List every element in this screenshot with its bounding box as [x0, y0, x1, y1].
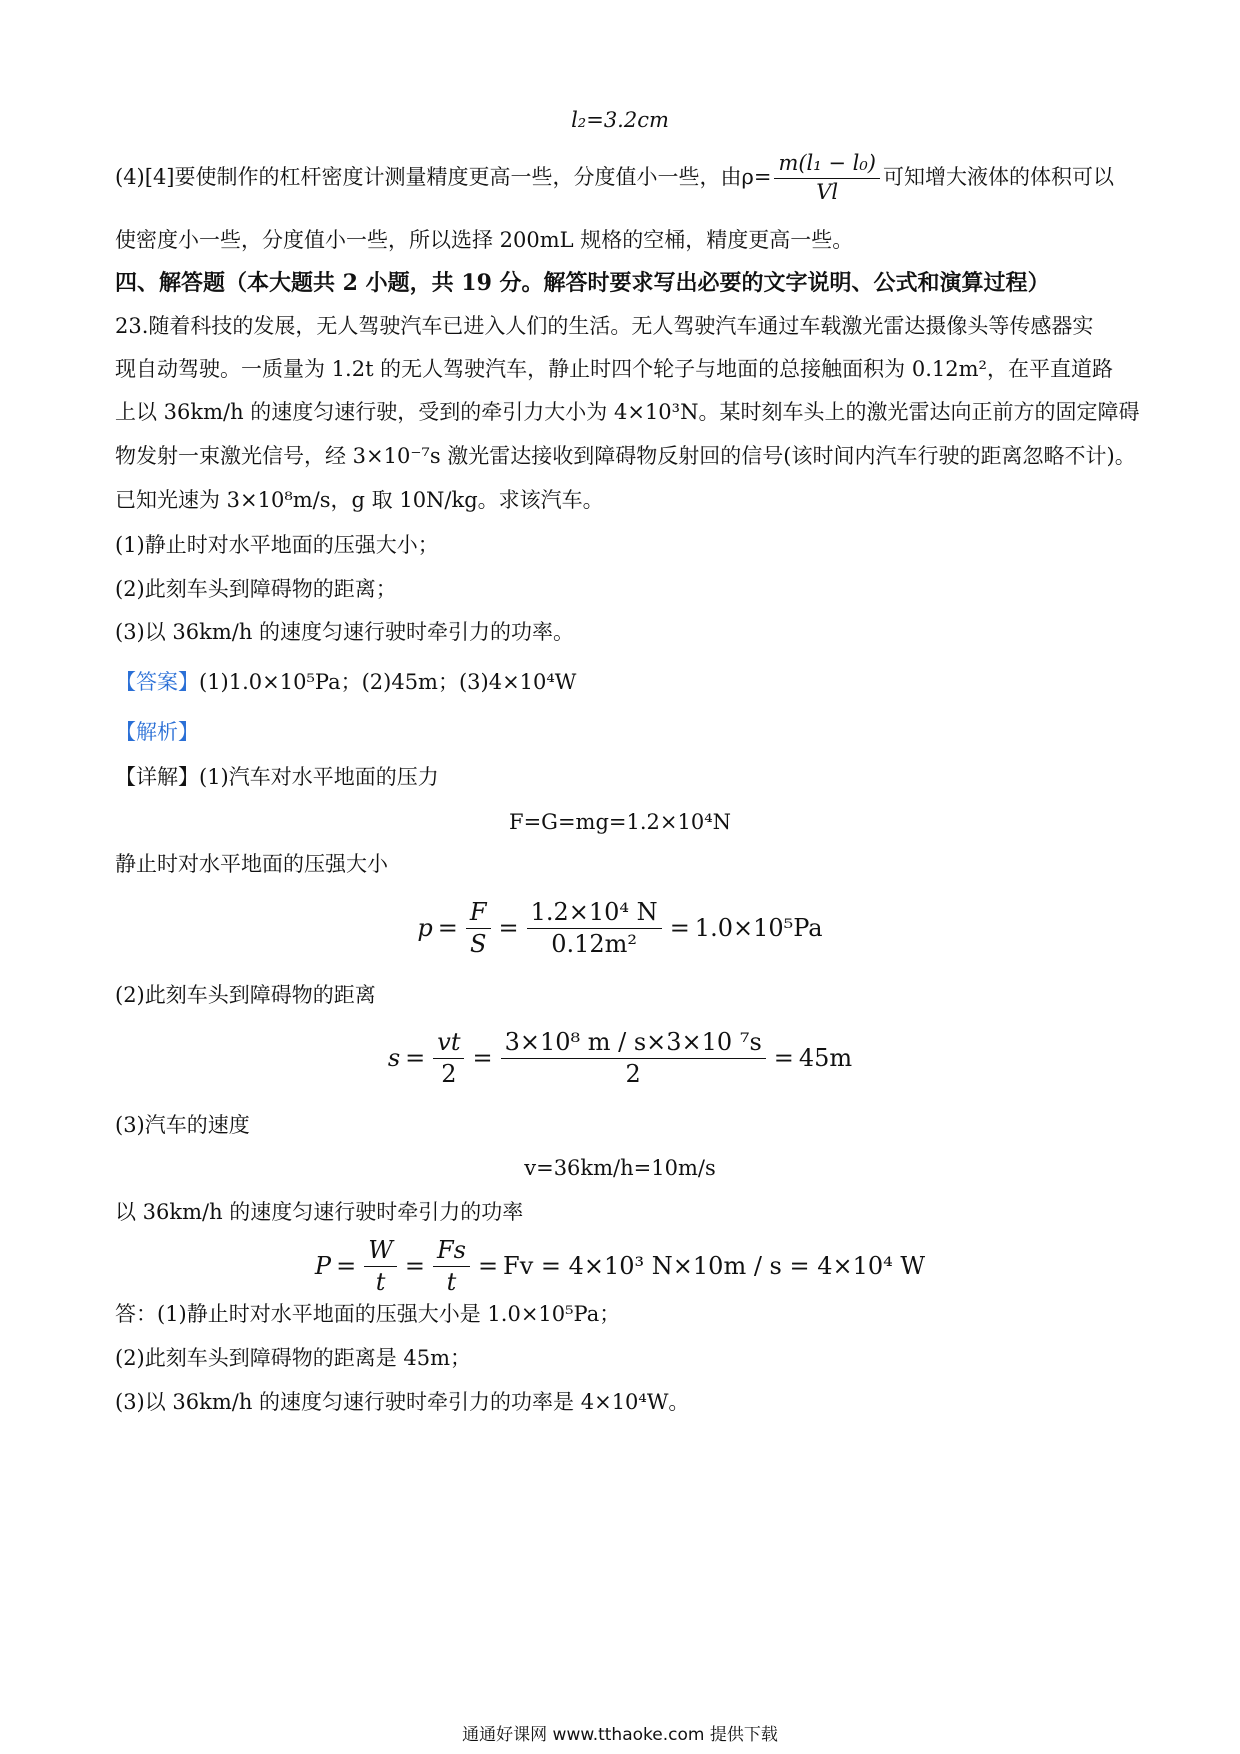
final-answer-3: (3)以 36km/h 的速度匀速行驶时牵引力的功率是 4×10⁴W。 — [115, 1390, 690, 1414]
equation-power: P = $\frac{W}{t}$ = $\frac{Fs}{t}$ = Fv = 4×10³ N×10m / s = 4×10⁴ W — [314, 1236, 926, 1296]
answer-tag: 【答案】 — [115, 670, 199, 694]
eq-power-rhs: Fv = 4×10³ N×10m / s = 4×10⁴ W — [503, 1251, 926, 1280]
equation-distance: s = $\frac{vt}{2}$ = $\frac{\text{3×10⁸ m / s×3×10 ⁷s}}{2}$ = 45m — [387, 1028, 853, 1088]
density-denominator: Vl — [816, 179, 839, 204]
page-footer: 通通好课网 www.tthaoke.com 提供下载 — [462, 1725, 778, 1745]
eq-pressure-lhs: p — [417, 913, 433, 942]
detail-line-2: 静止时对水平地面的压强大小 — [115, 852, 388, 876]
sub-question-2: (2)此刻车头到障碍物的距离； — [115, 577, 397, 601]
eq-distance-frac1-num: vt — [433, 1028, 464, 1059]
eq-pressure-frac2-den: 0.12m² — [551, 929, 638, 958]
eq-distance-frac1-den: 2 — [441, 1059, 457, 1088]
question-23-line-4: 物发射一束激光信号，经 3×10⁻⁷s 激光雷达接收到障碍物反射回的信号(该时间内汽车行驶的距离忽略不计)。 — [115, 444, 1136, 468]
final-answer-2: (2)此刻车头到障碍物的距离是 45m； — [115, 1346, 472, 1370]
sub-question-1: (1)静止时对水平地面的压强大小； — [115, 533, 439, 557]
eq-pressure-frac2-num: 1.2×10⁴ N — [527, 898, 662, 929]
final-answer-1: 答：(1)静止时对水平地面的压强大小是 1.0×10⁵Pa； — [115, 1302, 621, 1326]
density-fraction — [774, 151, 880, 204]
eq-pressure-frac1-den: S — [469, 929, 487, 958]
eq-distance-lhs: s — [387, 1043, 401, 1072]
eq-power-frac2-den: t — [446, 1267, 457, 1296]
equation-velocity: v=36km/h=10m/s — [524, 1156, 716, 1180]
question-23-line-3: 上以 36km/h 的速度匀速行驶，受到的牵引力大小为 4×10³N。某时刻车头上的激光雷达向正前方的固定障碍 — [115, 400, 1140, 424]
paragraph-4-line-1 — [115, 150, 1114, 206]
detail-line-3: (2)此刻车头到障碍物的距离 — [115, 983, 376, 1007]
question-23-line-5: 已知光速为 3×10⁸m/s，g 取 10N/kg。求该汽车。 — [115, 488, 604, 512]
eq-distance-rhs: 45m — [798, 1043, 853, 1072]
paragraph-4-line-2: 使密度小一些，分度值小一些，所以选择 200mL 规格的空桶，精度更高一些。 — [115, 228, 854, 252]
answer-line — [115, 670, 576, 695]
eq-power-lhs: P — [314, 1251, 332, 1280]
eq-pressure-frac1-num: F — [466, 898, 491, 929]
density-numerator: m(l₁ − l₀) — [774, 151, 880, 178]
rho-symbol: ρ= — [741, 165, 772, 190]
analysis-tag: 【解析】 — [115, 720, 199, 744]
eq-power-frac1-num: W — [364, 1236, 397, 1267]
question-23-line-1: 23.随着科技的发展，无人驾驶汽车已进入人们的生活。无人驾驶汽车通过车载激光雷达摄像头等传感器实 — [115, 314, 1094, 338]
equation-force: F=G=mg=1.2×10⁴N — [509, 810, 731, 834]
eq-distance-frac2-num: 3×10⁸ m / s×3×10 ⁷s — [501, 1028, 766, 1059]
question-23-line-2: 现自动驾驶。一质量为 1.2t 的无人驾驶汽车，静止时四个轮子与地面的总接触面积为 0.12m²，在平直道路 — [115, 357, 1113, 381]
eq-pressure-rhs: 1.0×10⁵Pa — [694, 913, 823, 942]
eq-power-frac1-den: t — [375, 1267, 386, 1296]
answer-text: (1)1.0×10⁵Pa；(2)45m；(3)4×10⁴W — [199, 670, 577, 694]
eq-distance-frac2-den: 2 — [625, 1059, 641, 1088]
sub-question-3: (3)以 36km/h 的速度匀速行驶时牵引力的功率。 — [115, 620, 575, 644]
eq-power-frac2-num: Fs — [433, 1236, 470, 1267]
section-title: 四、解答题（本大题共 2 小题，共 19 分。解答时要求写出必要的文字说明、公式和演算过程） — [115, 270, 1050, 296]
paragraph-4-text: (4)[4]要使制作的杠杆密度计测量精度更高一些，分度值小一些，由 — [115, 165, 742, 190]
paragraph-4-text-after: 可知增大液体的体积可以 — [882, 165, 1114, 190]
detail-line-5: 以 36km/h 的速度匀速行驶时牵引力的功率 — [115, 1200, 524, 1224]
equation-pressure: p = $\frac{F}{S}$ = $\frac{\text{1.2×10⁴ N}}{\text{0.12m²}}$ = 1.0×10⁵Pa — [417, 898, 823, 958]
formula-l2: l₂=3.2cm — [571, 108, 669, 132]
detail-line-4: (3)汽车的速度 — [115, 1113, 250, 1137]
detail-line-1: 【详解】(1)汽车对水平地面的压力 — [115, 765, 439, 789]
